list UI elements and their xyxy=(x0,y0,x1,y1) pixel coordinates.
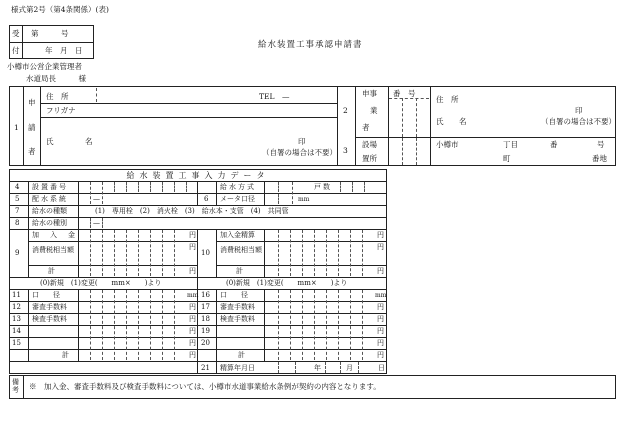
row21-no: 21 xyxy=(201,364,210,372)
applicant-name-label: 氏 名 xyxy=(46,137,105,146)
applicant-address-label: 住 所 xyxy=(46,92,69,101)
input-data-title: 給水装置工事入力データ xyxy=(126,171,270,180)
left-total-yen: 円 xyxy=(189,351,196,359)
row13-yen: 円 xyxy=(189,315,196,323)
row4-unit: 戸数 xyxy=(314,183,332,191)
row19-no: 19 xyxy=(201,327,210,335)
remarks-text: ※ 加入金、審査手数料及び検査手数料については、小樽市水道事業給水条例が契約の内容となります。 xyxy=(29,382,381,391)
row16-label: 口 径 xyxy=(220,291,248,299)
row4-label: 設置番号 xyxy=(32,183,68,191)
row20-yen: 円 xyxy=(377,339,384,347)
row6-no: 6 xyxy=(204,195,209,203)
row17-label: 審査手数料 xyxy=(220,303,255,311)
row16-no: 16 xyxy=(201,291,210,299)
left-total-label: 計 xyxy=(62,351,69,359)
contractor-name-label: 氏 名 xyxy=(436,117,471,126)
row12-label: 審査手数料 xyxy=(32,303,67,311)
row9-yen-1: 円 xyxy=(189,231,196,239)
row18-yen: 円 xyxy=(377,315,384,323)
site-label-1: 設場 xyxy=(362,140,377,149)
row4-right-label: 給水方式 xyxy=(220,183,256,191)
row21-day: 日 xyxy=(378,364,385,372)
row10-yen-2: 円 xyxy=(377,243,384,251)
row9-shohizei: 消費税相当額 xyxy=(32,246,74,254)
row13-no: 13 xyxy=(12,315,21,323)
row12-yen: 円 xyxy=(189,303,196,311)
receipt-date: 年 月 日 xyxy=(45,46,83,55)
row15-no: 15 xyxy=(12,339,21,347)
row6-unit: mm xyxy=(298,196,310,203)
site-machi: 町 xyxy=(503,154,511,163)
row5-no: 5 xyxy=(15,195,20,203)
contractor-address-label: 住 所 xyxy=(436,95,459,104)
right-total-yen: 円 xyxy=(377,351,384,359)
applicant-label-2: 請 xyxy=(28,123,36,132)
row10-shohizei: 消費税相当額 xyxy=(220,246,262,254)
applicant-seal: 印 xyxy=(298,137,306,146)
row10-kei: 計 xyxy=(236,267,243,275)
applicant-label-3: 者 xyxy=(28,147,36,156)
row4-no: 4 xyxy=(15,183,20,191)
applicant-tel: TEL — xyxy=(259,92,290,101)
row21-month: 月 xyxy=(346,364,353,372)
site-section-no: 3 xyxy=(343,146,348,155)
row9-yen-3: 円 xyxy=(189,267,196,275)
row17-no: 17 xyxy=(201,303,210,311)
form-number: 様式第2号（第4条関係）(表) xyxy=(11,5,109,14)
row6-label: メータ口径 xyxy=(220,195,255,203)
row11-unit: mm xyxy=(187,292,199,299)
change-right: (0)新規 (1)変更( mm× )より xyxy=(226,279,348,287)
row21-year: 年 xyxy=(314,364,321,372)
row8-dash: — xyxy=(93,219,100,227)
row15-yen: 円 xyxy=(189,339,196,347)
contractor-number-label: 番 号 xyxy=(393,89,416,98)
applicant-label-1: 申 xyxy=(28,98,36,107)
row18-no: 18 xyxy=(201,315,210,323)
receipt-label-2: 付 xyxy=(12,46,20,55)
site-label-2: 置所 xyxy=(362,154,377,163)
row14-no: 14 xyxy=(12,327,21,335)
applicant-section-no: 1 xyxy=(14,123,19,132)
right-total-label: 計 xyxy=(238,351,245,359)
receipt-number: 第 号 xyxy=(31,29,69,38)
row11-no: 11 xyxy=(12,291,21,299)
site-ban: 番 xyxy=(550,140,558,149)
row18-label: 検査手数料 xyxy=(220,315,255,323)
row7-label: 給水の種類 xyxy=(32,207,67,215)
row7-options: (1) 専用栓 (2) 消火栓 (3) 給水本・支管 (4) 共同管 xyxy=(95,207,289,215)
row8-label: 給水の種別 xyxy=(32,219,67,227)
site-go: 号 xyxy=(597,140,605,149)
row9-kei: 計 xyxy=(48,267,55,275)
contractor-seal: 印 xyxy=(575,106,583,115)
receipt-label-1: 受 xyxy=(12,29,20,38)
row20-no: 20 xyxy=(201,339,210,347)
row9-no: 9 xyxy=(15,249,20,257)
applicant-furigana-label: フリガナ xyxy=(46,106,76,115)
row16-unit: mm xyxy=(375,292,387,299)
site-chome: 丁目 xyxy=(503,140,518,149)
row10-no: 10 xyxy=(201,249,210,257)
row10-yen-3: 円 xyxy=(377,267,384,275)
row21-label: 精算年月日 xyxy=(220,364,255,372)
contractor-seal-note: （自署の場合は不要） xyxy=(541,117,616,126)
applicant-seal-note: （自署の場合は不要） xyxy=(262,148,337,157)
row17-yen: 円 xyxy=(377,303,384,311)
row7-no: 7 xyxy=(15,207,20,215)
contractor-label-1: 申事 xyxy=(362,89,377,98)
contractor-label-3: 者 xyxy=(362,123,370,132)
addressee-line-1: 小樽市公営企業管理者 xyxy=(7,62,82,71)
row5-dash: — xyxy=(93,195,100,203)
site-city: 小樽市 xyxy=(436,140,459,149)
contractor-label-2: 業 xyxy=(370,106,378,115)
page-title: 給水装置工事承認申請書 xyxy=(258,40,363,50)
row14-yen: 円 xyxy=(189,327,196,335)
contractor-section-no: 2 xyxy=(343,106,348,115)
row12-no: 12 xyxy=(12,303,21,311)
row9-yen-2: 円 xyxy=(189,243,196,251)
remarks-label: 備考 xyxy=(12,378,19,394)
change-left: (0)新規 (1)変更( mm× )より xyxy=(40,279,162,287)
row8-no: 8 xyxy=(15,219,20,227)
row5-label: 配水系統 xyxy=(32,195,68,203)
row10-kanyukin-seisan: 加入金精算 xyxy=(220,231,255,239)
row11-label: 口 径 xyxy=(32,291,60,299)
addressee-line-2: 水道局長 様 xyxy=(26,74,86,83)
row9-kanyukin: 加 入 金 xyxy=(32,231,77,239)
row13-label: 検査手数料 xyxy=(32,315,67,323)
site-banchi: 番地 xyxy=(592,154,607,163)
row19-yen: 円 xyxy=(377,327,384,335)
row10-yen-1: 円 xyxy=(377,231,384,239)
